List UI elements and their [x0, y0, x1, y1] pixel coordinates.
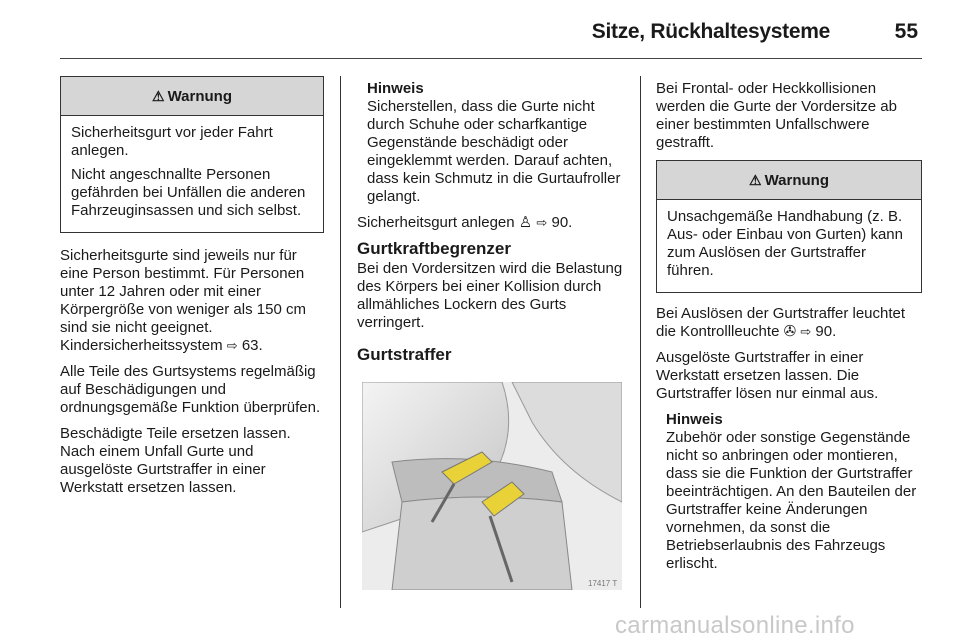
reference-arrow-icon: ⇨: [226, 338, 238, 353]
watermark: carmanualsonline.info: [615, 612, 855, 639]
page-reference[interactable]: 90.: [551, 214, 573, 231]
warning-triangle-icon: ⚠: [749, 172, 762, 188]
hint-box: [357, 80, 627, 206]
paragraph: Bei den Vordersitzen wird die Belastung des Körpers bei einer Kollision durch allmähliches Lockern des Gurts verringert.: [357, 260, 623, 331]
paragraph: Ausgelöste Gurtstraffer in einer Werkstatt ersetzen lassen. Die Gurtstraffer lösen nur einmal aus.: [656, 349, 879, 402]
warning-header: [657, 161, 921, 200]
reference-arrow-icon: ⇨: [800, 324, 812, 339]
column-right: [656, 80, 922, 581]
reference-arrow-icon: ⇨: [536, 215, 548, 230]
heading-gurtstraffer: Gurtstraffer: [357, 345, 452, 364]
warning-triangle-icon: ⚠: [152, 88, 165, 104]
warning-body: [61, 116, 323, 232]
paragraph: Alle Teile des Gurtsystems regelmäßig auf Beschädigungen und ordnungsgemäße Funktion überprüfen.: [60, 363, 321, 416]
page-reference[interactable]: 63.: [241, 337, 263, 354]
hint-title: Hinweis: [666, 411, 723, 428]
paragraph: Bei Frontal- oder Heckkollisionen werden die Gurte der Vordersitze ab einer bestimmten Unfallschwere gestrafft.: [656, 80, 897, 151]
pretensioner-lamp-icon: ✇: [783, 323, 797, 340]
warning-text: Unsachgemäße Handhabung (z. B. Aus- oder Einbau von Gurten) kann zum Auslösen der Gurtstraffer führen.: [667, 208, 903, 279]
column-left: [60, 76, 324, 505]
section-title: Sitze, Rückhaltesysteme: [591, 20, 830, 43]
seatbelt-buckle-illustration: [362, 382, 622, 590]
warning-text: Nicht angeschnallte Personen gefährden bei Unfällen die anderen Fahrzeuginsassen und sich selbst.: [71, 166, 306, 219]
seatbelt-icon: ♙: [518, 214, 533, 231]
paragraph: Beschädigte Teile ersetzen lassen. Nach einem Unfall Gurte und ausgelöste Gurtstraffer in einer Werkstatt ersetzen lassen.: [60, 425, 291, 496]
paragraph: Sicherheitsgurt anlegen ♙ ⇨ 90.: [357, 214, 573, 231]
page-reference[interactable]: 90.: [815, 323, 837, 340]
column-divider: [640, 76, 641, 608]
warning-text: Sicherheitsgurt vor jeder Fahrt anlegen.: [71, 124, 273, 159]
hint-title: Hinweis: [367, 80, 424, 97]
warning-header: [61, 77, 323, 116]
column-divider: [340, 76, 341, 608]
column-middle: [357, 80, 627, 374]
heading-gurtkraftbegrenzer: Gurtkraftbegrenzer: [357, 239, 511, 258]
warning-title: Warnung: [764, 172, 829, 189]
paragraph: Sicherheitsgurte sind jeweils nur für eine Person bestimmt. Für Personen unter 12 Jahren oder mit einer Körpergröße von weniger als 150 cm sind sie nicht geeignet. Kindersicherheitssystem ⇨ 63.: [60, 247, 306, 354]
warning-box: [656, 160, 922, 293]
page-header: [60, 14, 922, 59]
paragraph: Bei Auslösen der Gurtstraffer leuchtet die Kontrollleuchte ✇ ⇨ 90.: [656, 305, 906, 340]
warning-box: [60, 76, 324, 233]
hint-box: [656, 411, 922, 573]
figure-label: 17417 T: [588, 579, 618, 588]
page-number: 55: [894, 20, 918, 43]
hint-text: Sicherstellen, dass die Gurte nicht durch Schuhe oder scharfkantige Gegenstände beschädigt oder eingeklemmt werden. Darauf achten, dass kein Schmutz in die Gurtaufroller gelangt.: [367, 98, 621, 205]
warning-body: [657, 200, 921, 292]
warning-title: Warnung: [167, 88, 232, 105]
hint-text: Zubehör oder sonstige Gegenstände nicht so anbringen oder montieren, dass sie die Funktion der Gurtstraffer beeinträchtigen. An den Bauteilen der Gurtstraffer keine Änderungen vornehmen, da sonst die Betriebserlaubnis des Fahrzeugs erlischt.: [666, 429, 917, 572]
